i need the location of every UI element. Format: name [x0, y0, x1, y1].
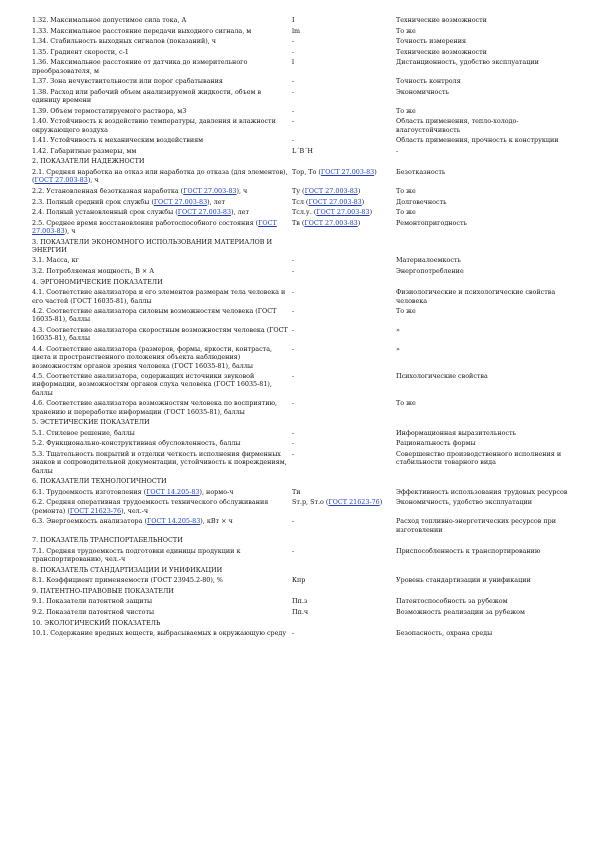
property-group: Возможность реализации за рубежом: [396, 607, 525, 616]
table-row: [32, 576, 572, 584]
property-group: Дистанционность, удобство эксплуатации: [396, 58, 539, 67]
property-group: Экономичность: [396, 87, 449, 96]
table-row: [32, 77, 572, 85]
property-group: »: [396, 344, 400, 353]
indicator-name: 6.3. Энергоемкость анализатора (ГОСТ 14.205-83), кВт × ч: [32, 517, 233, 526]
property-group: Приспособленность к транспортированию: [396, 546, 541, 555]
property-group: Экономичность, удобство эксплуатации: [396, 498, 533, 507]
indicator-symbol: -: [292, 47, 295, 56]
indicator-name: 7.1. Средняя трудоемкость подготовки единицы продукции к транспортированию, чел.-ч: [32, 546, 241, 564]
indicator-name: 2.1. Средняя наработка на отказ или наработка до отказа (для элементов), (ГОСТ 27.003-83), ч: [32, 168, 288, 185]
indicator-name: 9.2. Показатели патентной чистоты: [32, 607, 155, 616]
indicator-symbol: -: [292, 517, 295, 526]
table-row: [32, 267, 572, 275]
indicator-symbol: -: [292, 399, 295, 408]
indicator-name: 1.39. Объем термостатируемого раствора, м3: [32, 106, 187, 115]
property-group: Безопасность, охрана среды: [396, 629, 493, 638]
indicator-name: 1.35. Градиент скорости, с-1: [32, 47, 129, 56]
gost-link[interactable]: ГОСТ 27.003-83: [320, 168, 375, 177]
property-group: Патентоспособность за рубежом: [396, 597, 508, 606]
table-row: [32, 198, 572, 206]
property-group: Расход топливно-энергетических ресурсов при изготовлении: [396, 517, 557, 534]
indicator-symbol: Тсл (ГОСТ 27.003-83): [292, 197, 365, 206]
indicator-name: 10. ЭКОЛОГИЧЕСКИЙ ПОКАЗАТЕЛЬ: [32, 618, 161, 627]
gost-link[interactable]: ГОСТ 14.205-83: [146, 517, 201, 526]
table-row: [32, 345, 572, 370]
property-group: Точность измерения: [396, 37, 466, 46]
table-row: [32, 629, 572, 637]
indicator-name: 6.2. Средняя оперативная трудоемкость технического обслуживания (ремонта) (ГОСТ 21623-76), чел.-ч: [32, 498, 269, 515]
indicator-name: 2. ПОКАЗАТЕЛИ НАДЕЖНОСТИ: [32, 157, 145, 166]
indicator-name: 3.2. Потребляемая мощность, В × А: [32, 267, 155, 276]
indicator-symbol: -: [292, 37, 295, 46]
table-row: [32, 372, 572, 397]
property-group: То же: [396, 106, 416, 115]
indicator-name: 10.1. Содержание вредных веществ, выбрасываемых в окружающую среду: [32, 629, 287, 638]
gost-link[interactable]: ГОСТ 27.003-83: [177, 208, 232, 217]
section-heading: [32, 587, 572, 595]
indicator-name: 4.6. Соответствие анализатора возможностям человека по восприятию, хранению и переработке информации (ГОСТ 16035-81), баллы: [32, 399, 278, 416]
indicator-symbol: -: [292, 307, 295, 316]
indicator-symbol: Тор, То (ГОСТ 27.003-83): [292, 168, 377, 177]
indicator-symbol: Кпр: [292, 576, 306, 585]
table-row: [32, 208, 572, 216]
indicator-symbol: -: [292, 136, 295, 145]
indicator-name: 1.37. Зона нечувствительности или порог срабатывания: [32, 77, 223, 86]
property-group: »: [396, 326, 400, 335]
indicator-symbol: -: [292, 117, 295, 126]
property-group: Информационная выразительность: [396, 428, 517, 437]
section-heading: [32, 278, 572, 286]
table-row: [32, 147, 572, 155]
gost-link[interactable]: ГОСТ 14.205-83: [146, 487, 200, 496]
property-group: То же: [396, 208, 416, 217]
table-row: [32, 608, 572, 616]
indicator-name: 4.4. Соответствие анализатора (размеров, формы, яркости, контраста, цвета и пространственного положения объекта наблюдения) возможностям органов зрения человека (ГОСТ 16035-81), баллы: [32, 344, 273, 370]
section-heading: [32, 157, 572, 165]
table-row: [32, 450, 572, 475]
gost-link[interactable]: ГОСТ 27.003-83: [183, 186, 237, 195]
indicator-symbol: Ту (ГОСТ 27.003-83): [292, 186, 361, 195]
indicator-symbol: -: [292, 449, 295, 458]
indicator-symbol: -: [292, 439, 295, 448]
table-row: [32, 187, 572, 195]
indicator-symbol: Sт.р, Sт.о (ГОСТ 21623-76): [292, 498, 383, 507]
indicator-symbol: l: [292, 58, 295, 67]
table-row: [32, 107, 572, 115]
table-row: [32, 399, 572, 416]
indicator-name: 3. ПОКАЗАТЕЛИ ЭКОНОМНОГО ИСПОЛЬЗОВАНИЯ МАТЕРИАЛОВ И ЭНЕРГИИ: [32, 237, 273, 254]
indicator-symbol: L´B´H: [292, 146, 313, 155]
indicator-name: 4.1. Соответствие анализатора и его элементов размерам тела человека и его частей (ГОСТ 16035-81), баллы: [32, 288, 286, 305]
indicator-symbol: Тсл.у. (ГОСТ 27.003-83): [292, 208, 373, 217]
gost-link[interactable]: ГОСТ 27.003-83: [34, 176, 88, 185]
indicator-name: 5.1. Стилевое решение, баллы: [32, 428, 135, 437]
property-group: -: [396, 146, 399, 155]
indicator-name: 8. ПОКАЗАТЕЛЬ СТАНДАРТИЗАЦИИ И УНИФИКАЦИИ: [32, 565, 223, 574]
table-row: [32, 429, 572, 437]
indicator-symbol: -: [292, 288, 295, 297]
table-row: [32, 307, 572, 324]
property-group: То же: [396, 26, 416, 35]
indicator-name: 9.1. Показатели патентной защиты: [32, 597, 153, 606]
indicator-symbol: Ти: [292, 487, 301, 496]
indicator-symbol: -: [292, 87, 295, 96]
table-row: [32, 58, 572, 75]
table-row: [32, 88, 572, 105]
property-group: Совершенство производственного исполнения и стабильности товарного вида: [396, 449, 562, 467]
section-heading: [32, 477, 572, 485]
property-group: Рациональность формы: [396, 439, 476, 448]
indicator-name: 4. ЭРГОНОМИЧЕСКИЕ ПОКАЗАТЕЛИ: [32, 277, 163, 286]
property-group: Энергопотребление: [396, 267, 464, 276]
property-group: Физиологические и психологические свойства человека: [396, 288, 556, 305]
indicator-symbol: -: [292, 326, 295, 335]
indicator-symbol: -: [292, 372, 295, 381]
property-group: Технические возможности: [396, 47, 487, 56]
property-group: Долговечность: [396, 197, 447, 206]
indicator-name: 2.3. Полный средний срок службы (ГОСТ 27.003-83), лет: [32, 197, 226, 206]
section-heading: [32, 238, 572, 255]
gost-link[interactable]: ГОСТ 27.003-83: [153, 197, 208, 206]
indicator-name: 8.1. Коэффициент применяемости (ГОСТ 23945.2-80), %: [32, 576, 223, 585]
indicator-name: 1.40. Устойчивость к воздействию температуры, давления и влажности окружающего воздуха: [32, 117, 276, 134]
indicator-name: 2.2. Установленная безотказная наработка (ГОСТ 27.003-83), ч: [32, 186, 248, 195]
property-group: Безотказность: [396, 168, 446, 177]
property-group: Материалоемкость: [396, 256, 461, 265]
table-row: [32, 517, 572, 534]
table-row: [32, 16, 572, 24]
property-group: Точность контроля: [396, 77, 461, 86]
gost-link[interactable]: ГОСТ 21623-76: [328, 498, 380, 507]
table-row: [32, 168, 572, 185]
property-group: Эффективность использования трудовых ресурсов: [396, 487, 568, 496]
indicator-name: 2.4. Полный установленный срок службы (ГОСТ 27.003-83), лет: [32, 208, 249, 217]
table-row: [32, 37, 572, 45]
section-heading: [32, 536, 572, 544]
indicator-name: 4.3. Соответствие анализатора скоростным возможностям человека (ГОСТ 16035-81), баллы: [32, 326, 288, 343]
gost-link[interactable]: ГОСТ 27.003-83: [304, 186, 358, 195]
indicator-name: 6. ПОКАЗАТЕЛИ ТЕХНОЛОГИЧНОСТИ: [32, 477, 167, 486]
indicator-name: 5.3. Тщательность покрытий и отделки четкость исполнения фирменных знаков и сопроводительной документации, устойчивость к повреждениям, баллы: [32, 449, 287, 475]
indicator-name: 1.32. Максимальное допустимое сила тока, А: [32, 16, 187, 24]
indicator-symbol: -: [292, 428, 295, 437]
indicator-name: 1.41. Устойчивость к механическим воздействиям: [32, 136, 204, 145]
gost-link[interactable]: ГОСТ 27.003-83: [32, 218, 277, 235]
gost-link[interactable]: ГОСТ 27.003-83: [308, 197, 362, 206]
indicator-name: 1.38. Расход или рабочий объем анализируемой жидкости, объем в единицу времени: [32, 87, 262, 105]
section-heading: [32, 619, 572, 627]
table-row: [32, 219, 572, 236]
indicator-table: [32, 16, 572, 637]
indicator-name: 4.5. Соответствие анализатора, содержащих источники звуковой информации, возможностям органов слуха человека (ГОСТ 16035-81), баллы: [32, 372, 272, 397]
indicator-name: 6.1. Трудоемкость изготовления (ГОСТ 14.205-83), нормо-ч: [32, 487, 234, 496]
table-row: [32, 117, 572, 134]
property-group: Ремонтопригодность: [396, 218, 467, 227]
table-row: [32, 288, 572, 305]
property-group: Уровень стандартизации и унификации: [396, 576, 531, 585]
indicator-name: 2.5. Среднее время восстановления работоспособного состояния (ГОСТ 27.003-83), ч: [32, 218, 277, 235]
indicator-symbol: -: [292, 629, 295, 638]
indicator-symbol: Пп.ч: [292, 607, 309, 616]
property-group: Область применения, прочность к конструкции: [396, 136, 559, 145]
indicator-name: 5. ЭСТЕТИЧЕСКИЕ ПОКАЗАТЕЛИ: [32, 418, 150, 427]
indicator-name: 1.36. Максимальное расстояние от датчика до измерительного преобразователя, м: [32, 58, 248, 75]
gost-link[interactable]: ГОСТ 27.003-83: [304, 218, 358, 227]
indicator-symbol: Тв (ГОСТ 27.003-83): [292, 218, 361, 227]
table-row: [32, 256, 572, 264]
indicator-name: 9. ПАТЕНТНО-ПРАВОВЫЕ ПОКАЗАТЕЛИ: [32, 586, 174, 595]
indicator-name: 5.2. Функционально-конструктивная обусловленность, баллы: [32, 439, 241, 448]
table-row: [32, 498, 572, 515]
indicator-symbol: -: [292, 106, 295, 115]
indicator-symbol: -: [292, 344, 295, 353]
table-row: [32, 547, 572, 564]
property-group: Технические возможности: [396, 16, 487, 24]
table-row: [32, 597, 572, 605]
indicator-symbol: Пп.з: [292, 597, 308, 606]
property-group: То же: [396, 186, 416, 195]
table-row: [32, 326, 572, 343]
gost-link[interactable]: ГОСТ 27.003-83: [316, 208, 370, 217]
table-row: [32, 488, 572, 496]
property-group: То же: [396, 307, 416, 316]
property-group: Область применения, тепло-холодо-влагоустойчивость: [396, 117, 519, 134]
table-row: [32, 136, 572, 144]
section-heading: [32, 418, 572, 426]
indicator-name: 7. ПОКАЗАТЕЛЬ ТРАНСПОРТАБЕЛЬНОСТИ: [32, 536, 183, 545]
indicator-symbol: I: [292, 16, 295, 24]
table-row: [32, 439, 572, 447]
indicator-symbol: -: [292, 256, 295, 265]
indicator-symbol: -: [292, 267, 295, 276]
indicator-symbol: -: [292, 546, 295, 555]
property-group: То же: [396, 399, 416, 408]
property-group: Психологические свойства: [396, 372, 488, 381]
gost-link[interactable]: ГОСТ 21623-76: [69, 506, 122, 515]
section-heading: [32, 566, 572, 574]
table-row: [32, 27, 572, 35]
table-row: [32, 48, 572, 56]
indicator-name: 3.1. Масса, кг: [32, 256, 79, 265]
indicator-name: 4.2. Соответствие анализатора силовым возможностям человека (ГОСТ 16035-81), баллы: [32, 307, 277, 324]
indicator-symbol: lm: [292, 26, 301, 35]
indicator-name: 1.34. Стабильность выходных сигналов (показаний), ч: [32, 37, 217, 46]
indicator-name: 1.42. Габаритные размеры, мм: [32, 146, 137, 155]
indicator-symbol: -: [292, 77, 295, 86]
indicator-name: 1.33. Максимальное расстояние передачи выходного сигнала, м: [32, 26, 252, 35]
